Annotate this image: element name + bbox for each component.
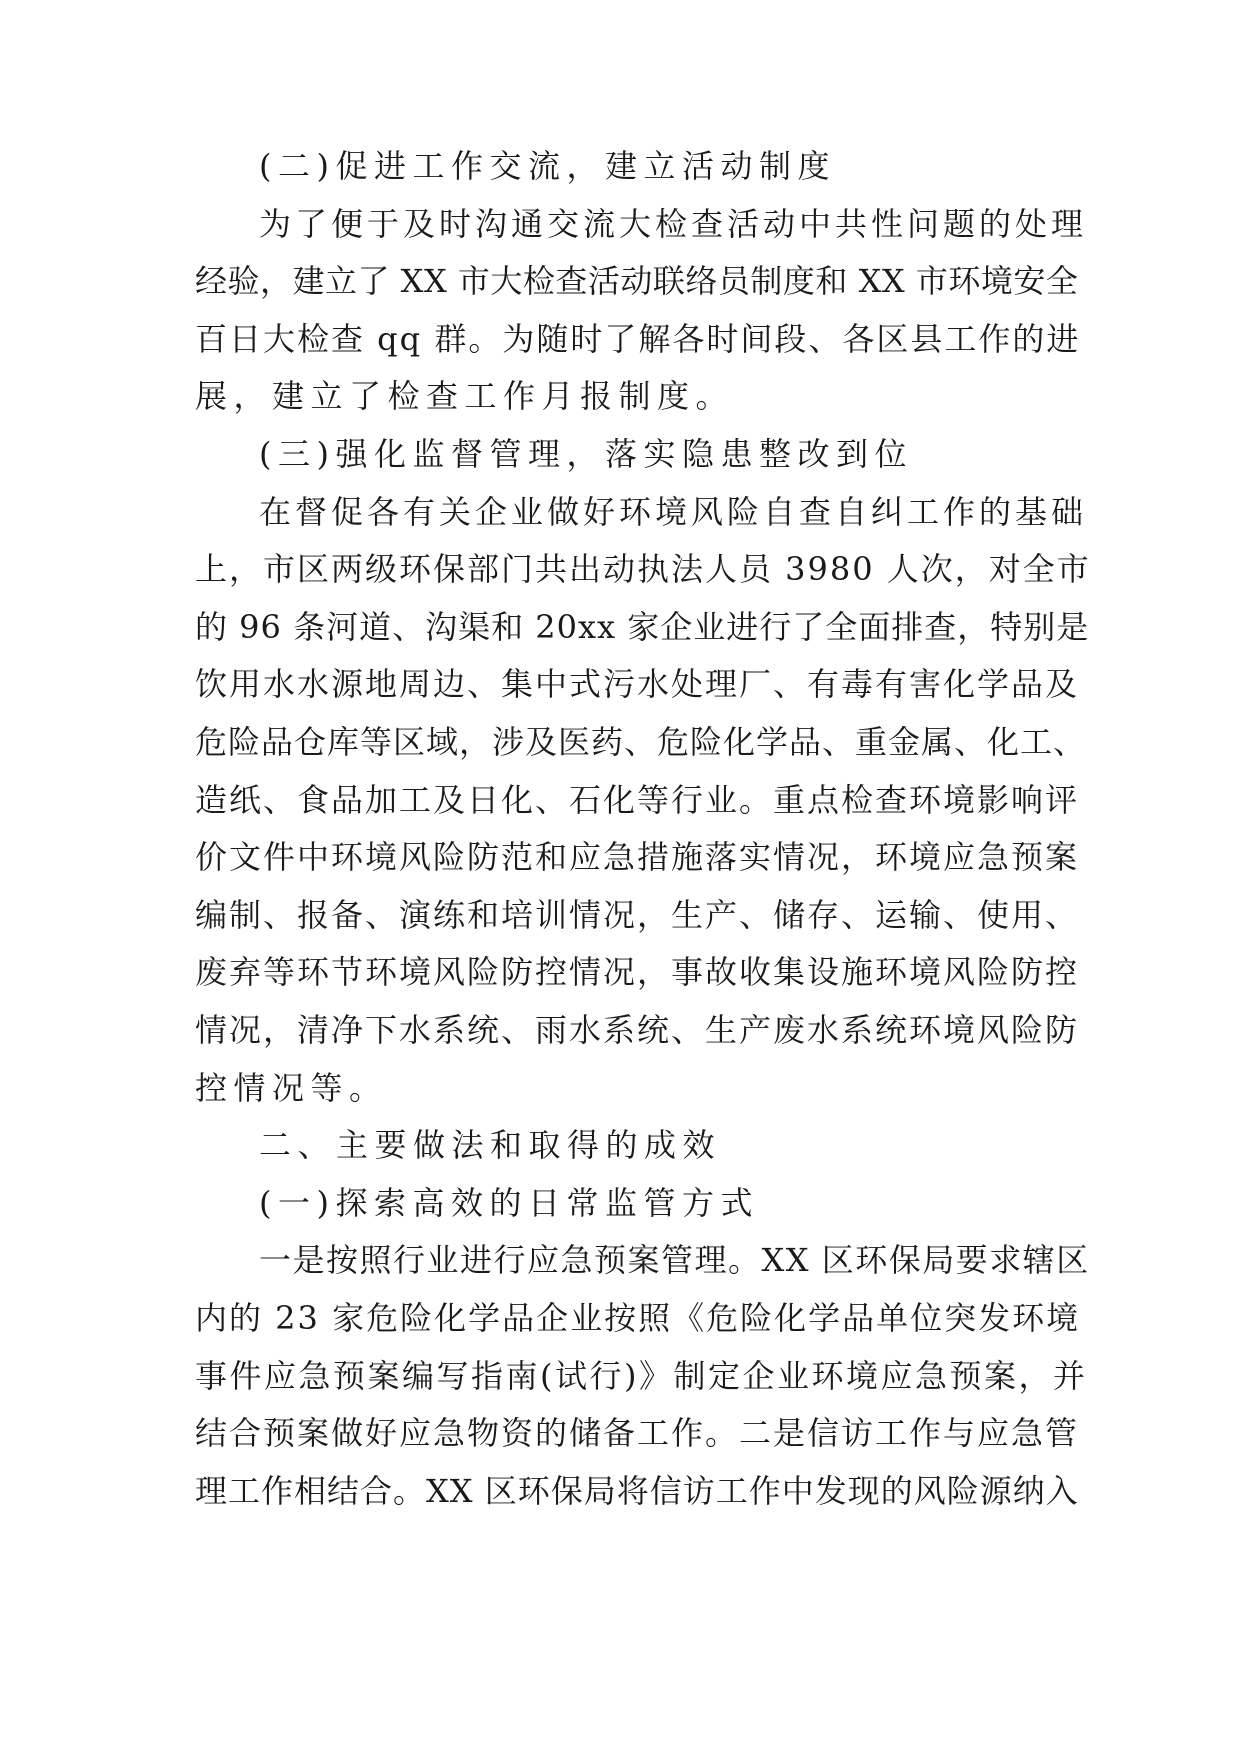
paragraph-line: 造纸、食品加工及日化、石化等行业。重点检查环境影响评 bbox=[195, 780, 1080, 819]
paragraph-line: 上，市区两级环保部门共出动执法人员 3980 人次，对全市 bbox=[195, 550, 1091, 589]
paragraph-line: 饮用水水源地周边、集中式污水处理厂、有毒有害化学品及 bbox=[195, 665, 1080, 704]
paragraph-line: 展，建立了检查工作月报制度。 bbox=[195, 377, 735, 416]
paragraph-line: 危险品仓库等区域，涉及医药、危险化学品、重金属、化工、 bbox=[195, 723, 1087, 761]
paragraph-line: 结合预案做好应急物资的储备工作。二是信访工作与应急管 bbox=[195, 1414, 1080, 1453]
paragraph-line: 内的 23 家危险化学品企业按照《危险化学品单位突发环境 bbox=[195, 1299, 1081, 1337]
paragraph-line: 的 96 条河道、沟渠和 20xx 家企业进行了全面排查，特别是 bbox=[195, 607, 1090, 646]
paragraph-line: 事件应急预案编写指南(试行)》制定企业环境应急预案，并 bbox=[195, 1356, 1088, 1395]
paragraph-line: 编制、报备、演练和培训情况，生产、储存、运输、使用、 bbox=[195, 895, 1080, 934]
paragraph-line: 情况，清净下水系统、雨水系统、生产废水系统环境风险防 bbox=[195, 1011, 1080, 1049]
paragraph-line: 价文件中环境风险防范和应急措施落实情况，环境应急预案 bbox=[195, 838, 1080, 877]
paragraph-line: (一)探索高效的日常监管方式 bbox=[259, 1183, 759, 1222]
paragraph-line: (三)强化监督管理，落实隐患整改到位 bbox=[259, 435, 913, 473]
paragraph-line: 控情况等。 bbox=[195, 1068, 388, 1107]
paragraph-line: 理工作相结合。XX 区环保局将信访工作中发现的风险源纳入 bbox=[195, 1471, 1079, 1510]
paragraph-line: 一是按照行业进行应急预案管理。XX 区环保局要求辖区 bbox=[259, 1241, 1090, 1280]
paragraph-line: (二)促进工作交流，建立活动制度 bbox=[259, 147, 836, 185]
paragraph-line: 百日大检查 qq 群。为随时了解各时间段、各区县工作的进 bbox=[195, 319, 1081, 358]
paragraph-line: 经验，建立了 XX 市大检查活动联络员制度和 XX 市环境安全 bbox=[195, 262, 1079, 301]
paragraph-line: 在督促各有关企业做好环境风险自查自纠工作的基础 bbox=[259, 492, 1088, 531]
paragraph-line: 为了便于及时沟通交流大检查活动中共性问题的处理 bbox=[259, 204, 1088, 243]
paragraph-line: 二、主要做法和取得的成效 bbox=[259, 1126, 722, 1165]
paragraph-line: 废弃等环节环境风险防控情况，事故收集设施环境风险防控 bbox=[195, 953, 1080, 992]
